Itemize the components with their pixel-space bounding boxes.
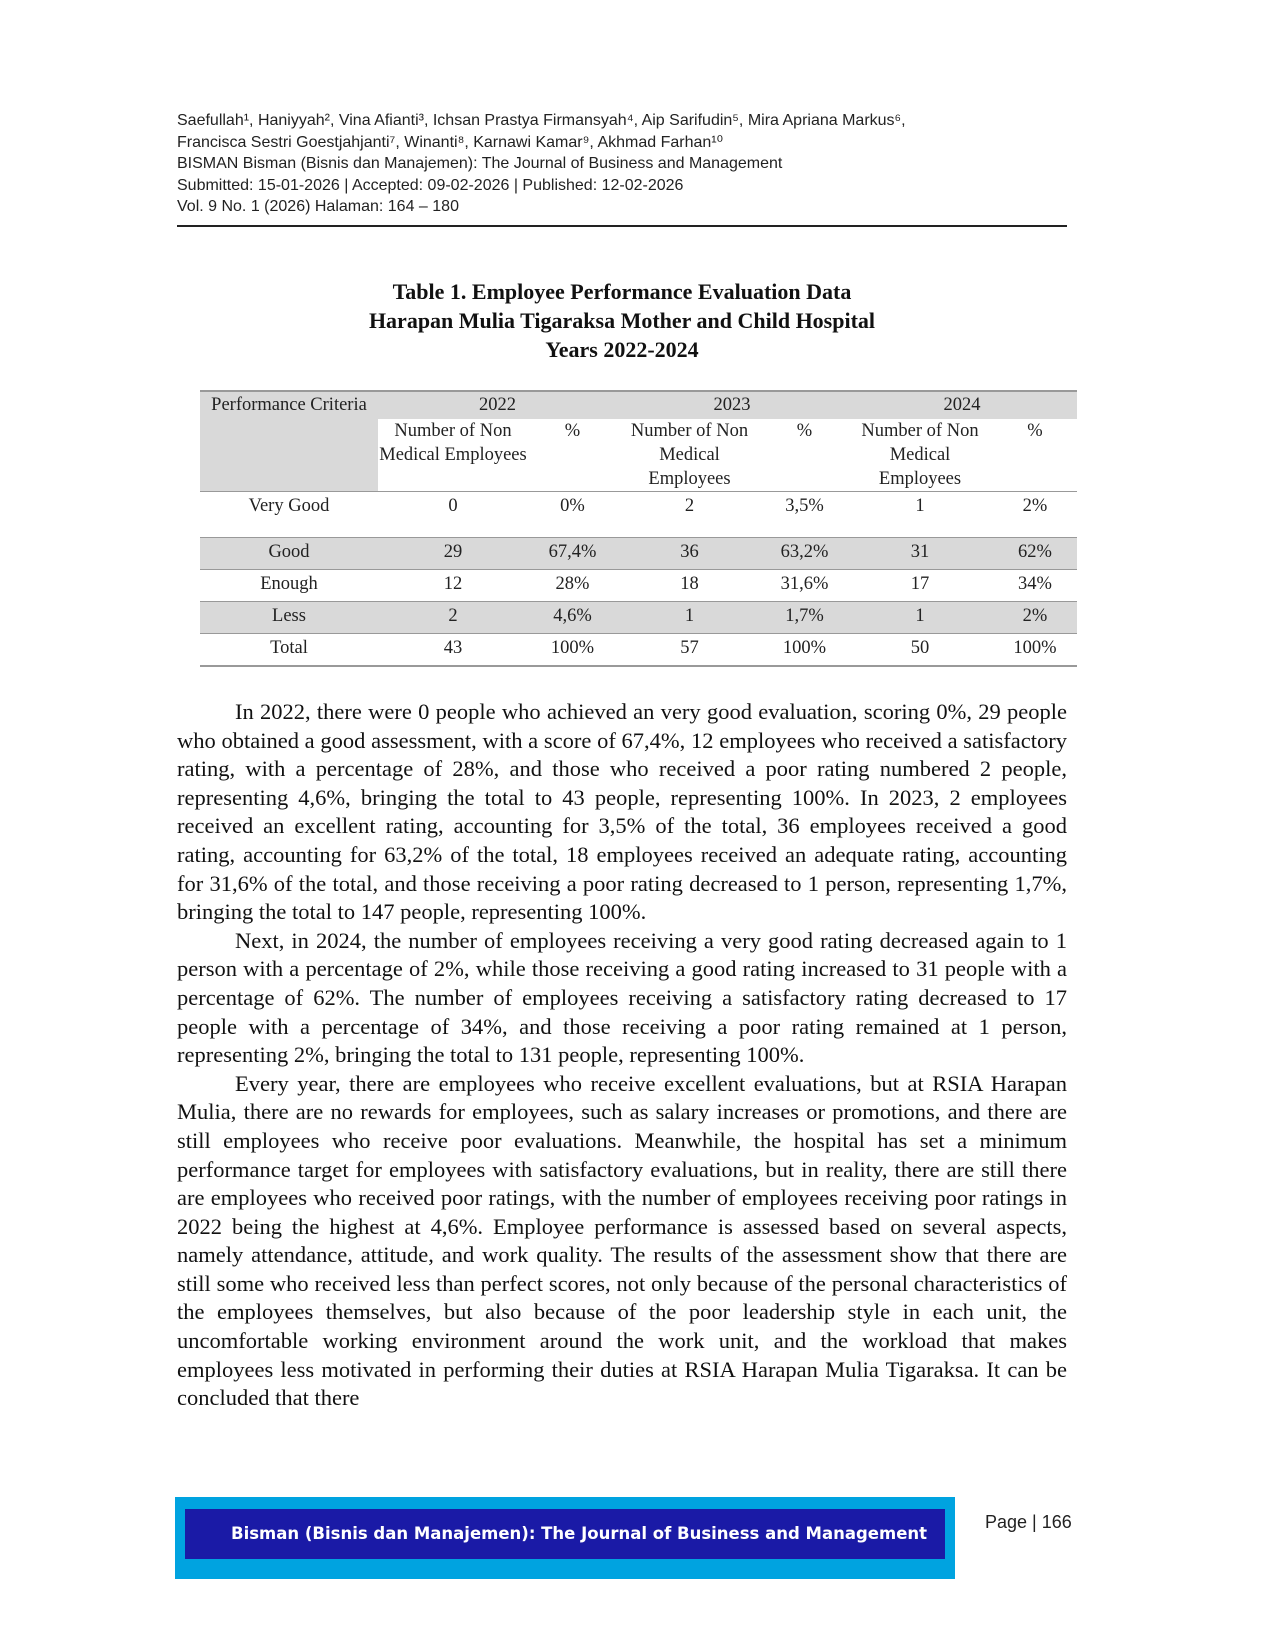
authors-line-1: Saefullah¹, Haniyyah², Vina Afianti³, Ichsan Prastya Firmansyah⁴, Aip Sarifudin⁵, Mira Apriana Markus⁶, <box>177 112 906 129</box>
count-header-2023: Number of Non Medical Employees <box>617 419 762 492</box>
value-cell: 67,4% <box>528 538 617 570</box>
value-cell: 28% <box>528 570 617 602</box>
table-caption-line-3: Years 2022-2024 <box>545 337 699 362</box>
count-header-2022: Number of Non Medical Employees <box>378 419 528 492</box>
table-caption <box>177 277 1067 364</box>
value-cell: 12 <box>378 570 528 602</box>
page-number: Page | 166 <box>985 1512 1072 1532</box>
pct-header-2023: % <box>762 419 847 492</box>
volume-info: Vol. 9 No. 1 (2026) Halaman: 164 – 180 <box>177 198 459 215</box>
authors-line-2: Francisca Sestri Goestjahjanti⁷, Winanti⁸, Karnawi Kamar⁹, Akhmad Farhan¹⁰ <box>177 133 724 151</box>
year-header-2022: 2022 <box>378 391 617 419</box>
value-cell: 0% <box>560 496 585 516</box>
criteria-cell: Enough <box>200 570 378 602</box>
paragraph: Every year, there are employees who receive excellent evaluations, but at RSIA Harapan Mulia, there are no rewards for employees, such as salary increases or promotions, and there are still employees who receive poor evaluations. Meanwhile, the hospital has set a minimum performance target for employees with satisfactory evaluations, but in reality, there are still there are employees who received poor ratings, with the number of employees receiving poor ratings in 2022 being the highest at 4,6%. Employee performance is assessed based on several aspects, namely attendance, attitude, and work quality. The results of the assessment show that there are still some who received less than perfect scores, not only because of the personal characteristics of the employees themselves, but also because of the poor leadership style in each unit, the uncomfortable working environment around the work unit, and the workload that makes employees less motivated in performing their duties at RSIA Harapan Mulia Tigaraksa. It can be concluded that there <box>177 1070 1067 1411</box>
value-cell: 31,6% <box>762 570 847 602</box>
value-cell: 100% <box>762 634 847 667</box>
value-cell: 43 <box>378 634 528 667</box>
performance-table <box>200 390 1077 667</box>
table-caption-line-2: Harapan Mulia Tigaraksa Mother and Child Hospital <box>368 308 876 333</box>
table-row <box>200 570 1077 602</box>
journal-name: BISMAN Bisman (Bisnis dan Manajemen): The Journal of Business and Management <box>177 155 783 172</box>
year-header-2023: 2023 <box>617 391 847 419</box>
value-cell: 2 <box>378 602 528 634</box>
table-header-row <box>200 391 1077 419</box>
table-spacer-row <box>200 523 1077 538</box>
value-cell: 4,6% <box>528 602 617 634</box>
header-divider <box>177 225 1067 227</box>
pct-header-2024: % <box>993 419 1077 492</box>
value-cell: 1,7% <box>762 602 847 634</box>
value-cell: 1 <box>847 602 993 634</box>
table-row <box>200 538 1077 570</box>
value-cell: 1 <box>617 602 762 634</box>
value-cell: 29 <box>378 538 528 570</box>
value-cell: 31 <box>847 538 993 570</box>
value-cell: 0 <box>448 496 458 516</box>
footer-banner <box>175 1497 955 1579</box>
value-cell: 2% <box>993 602 1077 634</box>
value-cell: 17 <box>847 570 993 602</box>
criteria-header: Performance Criteria <box>200 391 378 492</box>
value-cell: 50 <box>847 634 993 667</box>
value-cell: 62% <box>993 538 1077 570</box>
submission-dates: Submitted: 15-01-2026 | Accepted: 09-02-2026 | Published: 12-02-2026 <box>177 176 684 194</box>
value-cell: 100% <box>993 634 1077 667</box>
table-row <box>200 602 1077 634</box>
count-header-2024: Number of Non Medical Employees <box>847 419 993 492</box>
paragraph: Next, in 2024, the number of employees receiving a very good rating decreased again to 1 person with a percentage of 2%, while those receiving a good rating increased to 31 people with a percentage of 62%. The number of employees receiving a satisfactory rating decreased to 17 people with a percentage of 34%, and those receiving a poor rating remained at 1 person, representing 2%, bringing the total to 131 people, representing 100%. <box>177 927 1067 1068</box>
value-cell: 18 <box>617 570 762 602</box>
criteria-cell: Total <box>200 634 378 667</box>
criteria-cell: Good <box>200 538 378 570</box>
value-cell: 1 <box>915 496 925 516</box>
year-header-2024: 2024 <box>847 391 1077 419</box>
value-cell: 34% <box>993 570 1077 602</box>
footer-banner-text: Bisman (Bisnis dan Manajemen): The Journal of Business and Management <box>185 1509 945 1559</box>
value-cell: 3,5% <box>785 496 824 516</box>
running-header <box>177 110 1067 218</box>
value-cell: 57 <box>617 634 762 667</box>
paragraph: In 2022, there were 0 people who achieved an very good evaluation, scoring 0%, 29 people who obtained a good assessment, with a score of 67,4%, 12 employees who received a satisfactory rating, with a percentage of 28%, and those who received a poor rating numbered 2 people, representing 4,6%, bringing the total to 43 people, representing 100%. In 2023, 2 employees received an excellent rating, accounting for 3,5% of the total, 36 employees received a good rating, accounting for 63,2% of the total, 18 employees received an adequate rating, accounting for 31,6% of the total, and those receiving a poor rating decreased to 1 person, representing 1,7%, bringing the total to 147 people, representing 100%. <box>177 699 1067 925</box>
body-text <box>177 698 1067 1413</box>
value-cell: 63,2% <box>762 538 847 570</box>
table-row <box>200 492 1077 524</box>
value-cell: 36 <box>617 538 762 570</box>
value-cell: 2 <box>684 496 695 516</box>
value-cell: 100% <box>528 634 617 667</box>
criteria-cell: Less <box>200 602 378 634</box>
value-cell: 2% <box>1022 496 1048 516</box>
table-caption-line-1: Table 1. Employee Performance Evaluation Data <box>392 279 852 304</box>
criteria-cell: Very Good <box>248 496 330 516</box>
pct-header-2022: % <box>528 419 617 492</box>
table-total-row <box>200 634 1077 667</box>
